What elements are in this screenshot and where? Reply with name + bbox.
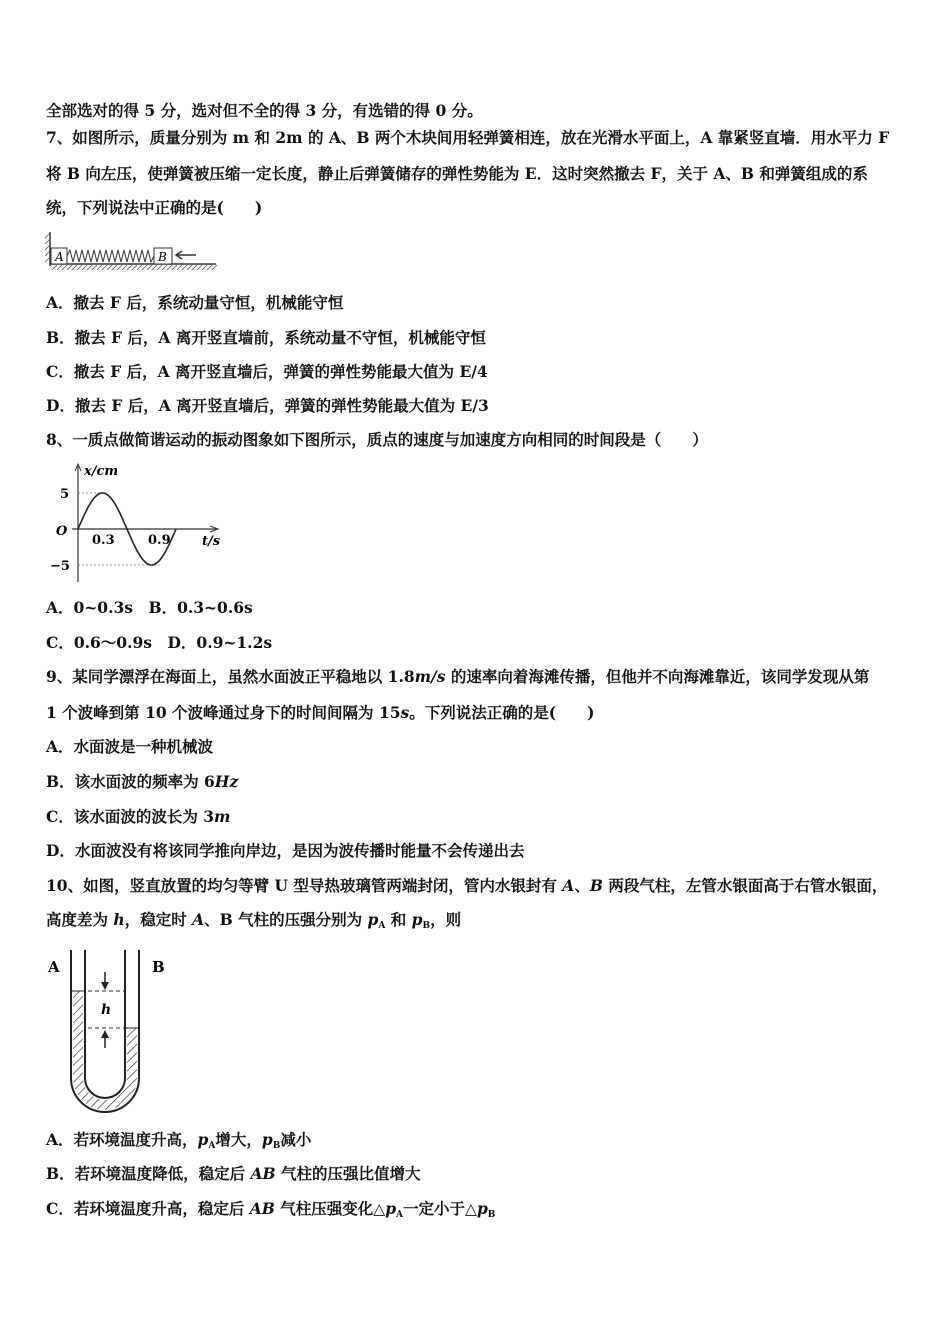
text-span: s (400, 703, 410, 722)
text-line-q7-d (46, 396, 489, 416)
text-span: 全部选对的得 5 分，选对但不全的得 3 分，有选错的得 0 分。 (46, 101, 483, 120)
text-span: B．撤去 F 后，A 离开竖直墙前，系统动量不守恒，机械能守恒 (46, 328, 486, 347)
text-span: C．0.6～0.9s D．0.9~1.2s (46, 633, 273, 652)
origin-label: O (56, 524, 68, 539)
y-axis-label: x/cm (84, 464, 119, 479)
text-span: A (192, 910, 205, 929)
text-span: A．撤去 F 后，系统动量守恒，机械能守恒 (46, 293, 344, 312)
text-span: D．撤去 F 后，A 离开竖直墙后，弹簧的弹性势能最大值为 E/3 (46, 396, 489, 415)
figure-u-tube (44, 950, 184, 1120)
x-tick-0.9: 0.9 (148, 533, 171, 548)
text-line-q9-a (46, 737, 213, 757)
text-span: 8、一质点做简谐运动的振动图象如下图所示，质点的速度与加速度方向相同的时间段是（ ） (46, 430, 708, 449)
block-a-label: A (55, 250, 64, 264)
text-span: 1 个波峰到第 10 个波峰通过身下的时间间隔为 15 (46, 703, 401, 722)
text-span: m/s (414, 667, 446, 686)
text-span: C．撤去 F 后，A 离开竖直墙后，弹簧的弹性势能最大值为 E/4 (46, 362, 488, 381)
text-line-q10-l2 (46, 910, 461, 936)
text-line-q10-b (46, 1164, 421, 1184)
text-line-q10-c (46, 1199, 495, 1225)
text-line-q10-a (46, 1130, 311, 1156)
y-tick-neg5: −5 (50, 559, 70, 574)
text-line-intro (46, 101, 483, 121)
text-span: B (422, 921, 431, 931)
text-span: A．若环境温度升高， (46, 1130, 198, 1149)
label-b: B (152, 958, 165, 976)
text-span: 9、某同学漂浮在海面上，虽然水面波正平稳地以 1.8 (46, 667, 415, 686)
text-span: 的速率向着海滩传播，但他并不向海滩靠近，该同学发现从第 (445, 667, 870, 686)
text-span: p (197, 1130, 209, 1149)
text-span: 统，下列说法中正确的是( ) (46, 198, 263, 217)
text-span: 、 (574, 876, 590, 895)
text-span: B (487, 1210, 496, 1220)
text-line-q9-c (46, 807, 230, 827)
text-line-q9-d (46, 841, 524, 861)
text-span: 将 B 向左压，使弹簧被压缩一定长度，静止后弹簧储存的弹性势能为 E．这时突然撤去 F，关于 A、B 和弹簧组成的系 (46, 164, 868, 183)
text-line-q9-l2 (46, 703, 594, 723)
text-span: p (476, 1199, 488, 1218)
figure-spring-blocks (44, 230, 224, 270)
figure-vibration-graph (44, 460, 224, 585)
text-span: ，稳定时 (124, 910, 193, 929)
text-span: B (589, 876, 603, 895)
text-span: B．若环境温度降低，稳定后 (46, 1164, 251, 1183)
text-line-q8-ab (46, 598, 253, 618)
text-span: m (214, 807, 231, 826)
label-a: A (48, 958, 60, 976)
text-line-q7-a (46, 293, 343, 313)
block-b-label: B (158, 250, 167, 264)
text-span: Hz (214, 772, 239, 791)
text-span: 气柱压强变化△ (274, 1199, 386, 1218)
text-span: 气柱的压强比值增大 (275, 1164, 421, 1183)
text-span: A．0~0.3s B．0.3~0.6s (46, 598, 253, 617)
text-span: 增大， (215, 1130, 262, 1149)
x-tick-0.3: 0.3 (92, 533, 115, 548)
text-span: A (562, 876, 575, 895)
text-span: p (385, 1199, 397, 1218)
text-span: A (396, 1210, 404, 1220)
text-span: h (113, 910, 125, 929)
text-span: 10、如图，竖直放置的均匀等臂 U 型导热玻璃管两端封闭，管内水银封有 (46, 876, 563, 895)
height-diff-label: h (101, 1002, 112, 1018)
text-line-q7-l3 (46, 198, 262, 218)
text-line-q8-cd (46, 633, 272, 653)
text-span: 。下列说法正确的是( ) (409, 703, 595, 722)
text-span: D．水面波没有将该同学推向岸边，是因为波传播时能量不会传递出去 (46, 841, 525, 860)
text-line-q10-l1 (46, 876, 887, 896)
text-span: 高度差为 (46, 910, 114, 929)
text-span: B．该水面波的频率为 6 (46, 772, 215, 791)
y-tick-5: 5 (60, 487, 70, 502)
text-span: A (378, 921, 386, 931)
text-span: ，则 (430, 910, 462, 929)
text-line-q7-b (46, 328, 486, 348)
text-span: C．若环境温度升高，稳定后 (46, 1199, 250, 1218)
text-span: 7、如图所示，质量分别为 m 和 2m 的 A、B 两个木块间用轻弹簧相连，放在光滑水平面上，A 靠紧竖直墙．用水平力 F (46, 128, 890, 147)
text-span: AB (250, 1164, 276, 1183)
text-span: 和 (385, 910, 412, 929)
text-line-q7-l2 (46, 164, 868, 184)
text-span: 、B 气柱的压强分别为 (204, 910, 368, 929)
text-line-q8 (46, 430, 708, 450)
text-span: A．水面波是一种机械波 (46, 737, 214, 756)
x-axis-label: t/s (202, 534, 221, 549)
text-span: 减小 (280, 1130, 312, 1149)
text-span: C．该水面波的波长为 3 (46, 807, 215, 826)
text-line-q7-c (46, 362, 488, 382)
text-span: B (272, 1141, 281, 1151)
text-span: A (208, 1141, 216, 1151)
text-span: 两段气柱，左管水银面高于右管水银面， (602, 876, 888, 895)
text-span: AB (249, 1199, 275, 1218)
text-line-q9-b (46, 772, 238, 792)
text-line-q9-l1 (46, 667, 869, 687)
text-span: p (411, 910, 423, 929)
text-span: 一定小于△ (403, 1199, 477, 1218)
text-span: p (261, 1130, 273, 1149)
text-line-q7-l1 (46, 128, 889, 148)
text-span: p (367, 910, 379, 929)
